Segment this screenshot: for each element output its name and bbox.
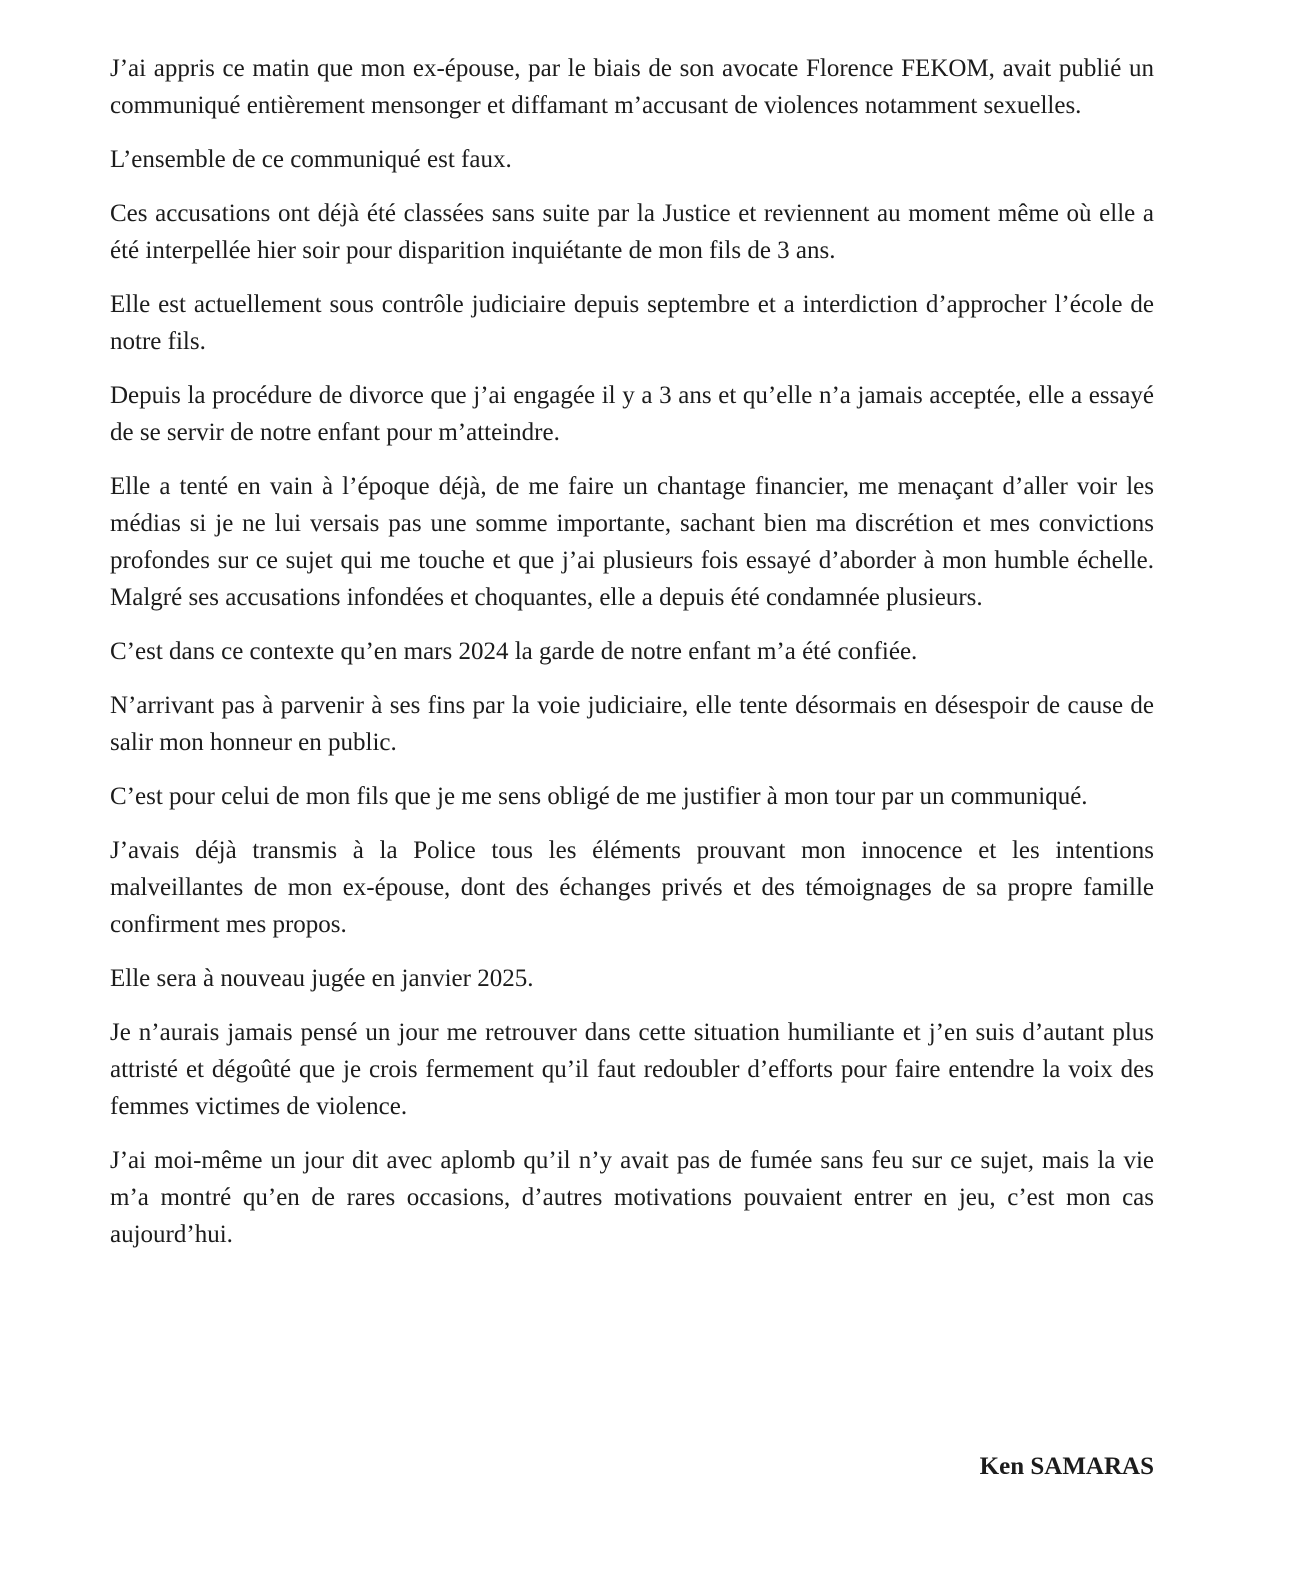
- paragraph-6: Elle a tenté en vain à l’époque déjà, de me faire un chantage financier, me menaçant d’aller voir les médias si je ne lui versais pas une somme importante, sachant bien ma discrétion et mes convictions profondes sur ce sujet qui me touche et que j’ai plusieurs fois essayé d’aborder à mon humble échelle. Malgré ses accusations infondées et choquantes, elle a depuis été condamnée plusieurs.: [110, 473, 1154, 611]
- paragraph-3: Ces accusations ont déjà été classées sans suite par la Justice et reviennent au moment même où elle a été interpellée hier soir pour disparition inquiétante de mon fils de 3 ans.: [110, 200, 1154, 264]
- paragraph-12: Je n’aurais jamais pensé un jour me retrouver dans cette situation humiliante et j’en suis d’autant plus attristé et dégoûté que je crois fermement qu’il faut redoubler d’efforts pour faire entendre la voix des femmes victimes de violence.: [110, 1019, 1154, 1120]
- paragraph-11: Elle sera à nouveau jugée en janvier 2025.: [110, 965, 534, 992]
- paragraph-13: J’ai moi-même un jour dit avec aplomb qu’il n’y avait pas de fumée sans feu sur ce sujet, mais la vie m’a montré qu’en de rares occasions, d’autres motivations pouvaient entrer en jeu, c’est mon cas aujourd’hui.: [110, 1147, 1154, 1248]
- paragraph-1: J’ai appris ce matin que mon ex-épouse, par le biais de son avocate Florence FEKOM, avait publié un communiqué entièrement mensonger et diffamant m’accusant de violences notamment sexuelles.: [110, 55, 1154, 119]
- paragraph-2: L’ensemble de ce communiqué est faux.: [110, 146, 512, 173]
- paragraph-7: C’est dans ce contexte qu’en mars 2024 la garde de notre enfant m’a été confiée.: [110, 638, 918, 665]
- paragraph-8: N’arrivant pas à parvenir à ses fins par la voie judiciaire, elle tente désormais en désespoir de cause de salir mon honneur en public.: [110, 692, 1154, 756]
- paragraph-5: Depuis la procédure de divorce que j’ai engagée il y a 3 ans et qu’elle n’a jamais acceptée, elle a essayé de se servir de notre enfant pour m’atteindre.: [110, 382, 1154, 446]
- paragraph-9: C’est pour celui de mon fils que je me sens obligé de me justifier à mon tour par un communiqué.: [110, 783, 1088, 810]
- signature: Ken SAMARAS: [979, 1453, 1154, 1480]
- paragraph-4: Elle est actuellement sous contrôle judiciaire depuis septembre et a interdiction d’approcher l’école de notre fils.: [110, 291, 1154, 355]
- paragraph-10: J’avais déjà transmis à la Police tous les éléments prouvant mon innocence et les intentions malveillantes de mon ex-épouse, dont des échanges privés et des témoignages de sa propre famille confirment mes propos.: [110, 837, 1154, 938]
- statement-body: [110, 50, 1154, 1270]
